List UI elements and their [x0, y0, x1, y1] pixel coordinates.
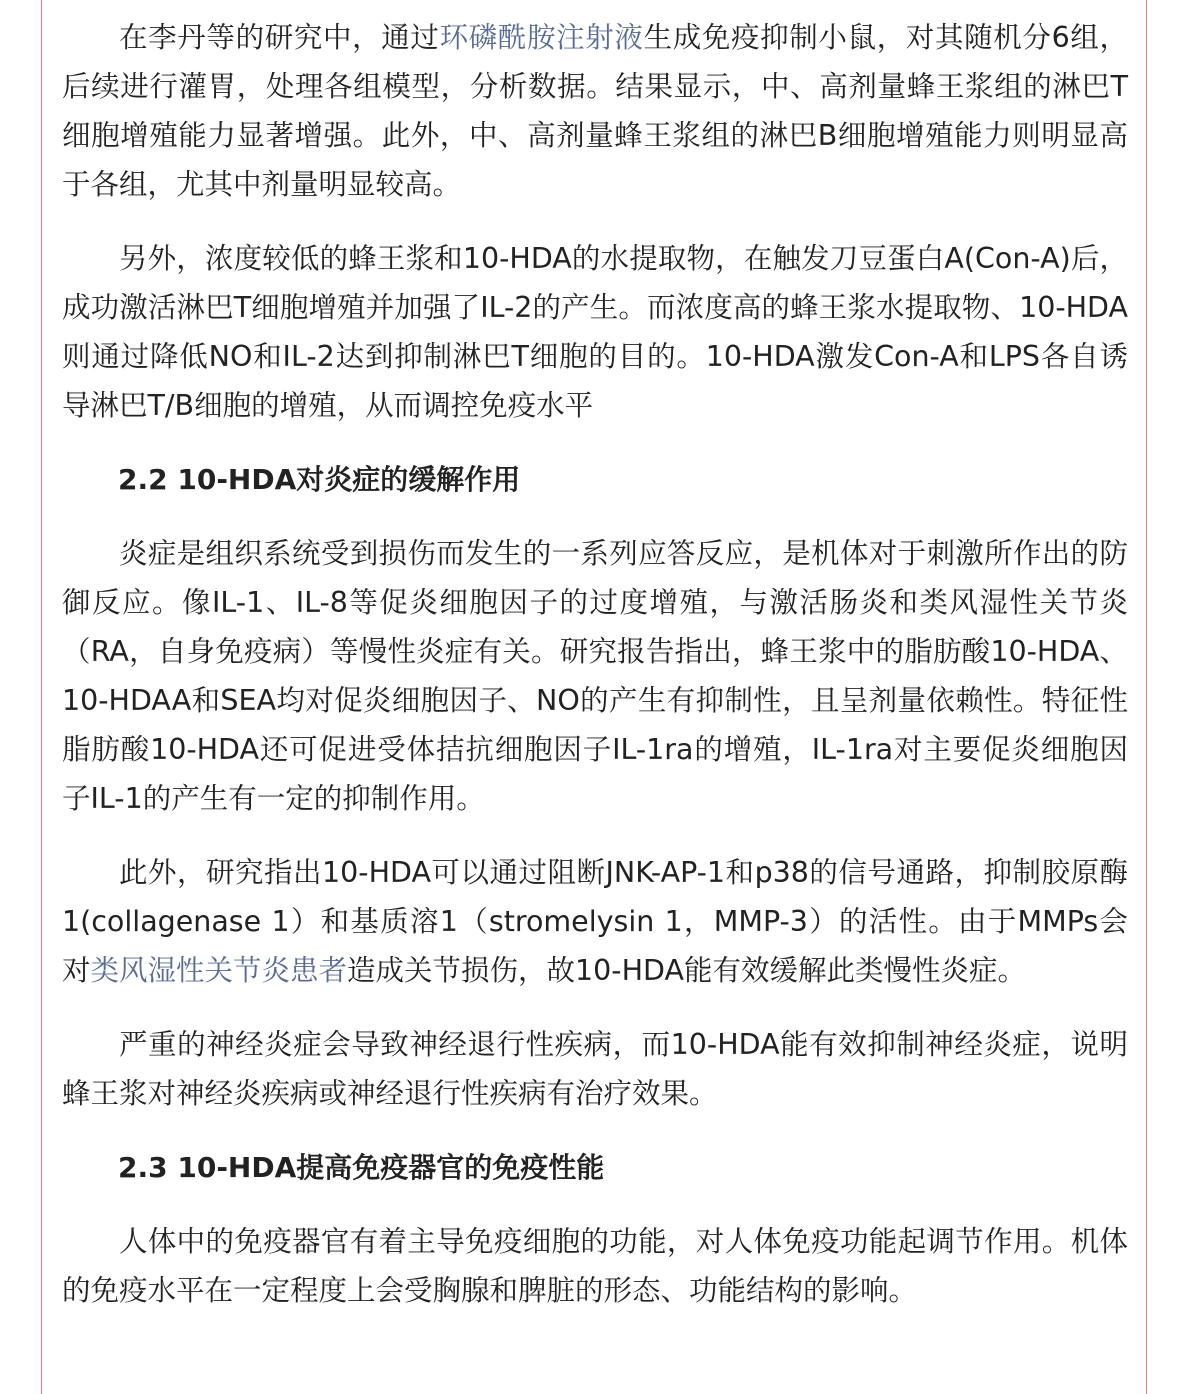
paragraph-5: 严重的神经炎症会导致神经退行性疾病，而10-HDA能有效抑制神经炎症，说明蜂王浆对神经炎疾病或神经退行性疾病有治疗效果。 — [62, 1028, 1128, 1110]
text: 此外，研究指出10-HDA可以通过阻断JNK-AP-1和p38的信号通路，抑制胶原酶1(collagenase 1）和基质溶1（stromelysin 1，MMP-3）的活性。由于MMPs会对 — [62, 856, 1128, 987]
section-heading-2-3: 2.3 10-HDA提高免疫器官的免疫性能 — [118, 1151, 605, 1184]
link-rheumatoid-arthritis[interactable]: 类风湿性关节炎患者 — [90, 954, 348, 987]
text: 在李丹等的研究中，通过 — [119, 21, 440, 54]
paragraph-4 — [62, 848, 1128, 995]
paragraph-3: 炎症是组织系统受到损伤而发生的一系列应答反应，是机体对于刺激所作出的防御反应。像IL-1、IL-8等促炎细胞因子的过度增殖，与激活肠炎和类风湿性关节炎（RA，自身免疫病）等慢性炎症有关。研究报告指出，蜂王浆中的脂肪酸10-HDA、10-HDAA和SEA均对促炎细胞因子、NO的产生有抑制性，且呈剂量依赖性。特征性脂肪酸10-HDA还可促进受体拮抗细胞因子IL-1ra的增殖，IL-1ra对主要促炎细胞因子IL-1的产生有一定的抑制作用。 — [62, 537, 1128, 815]
paragraph-2: 另外，浓度较低的蜂王浆和10-HDA的水提取物，在触发刀豆蛋白A(Con-A)后，成功激活淋巴T细胞增殖并加强了IL-2的产生。而浓度高的蜂王浆水提取物、10-HDA则通过降低NO和IL-2达到抑制淋巴T细胞的目的。10-HDA激发Con-A和LPS各自诱导淋巴T/B细胞的增殖，从而调控免疫水平 — [62, 242, 1128, 422]
paragraph-1 — [62, 13, 1128, 209]
text: 造成关节损伤，故10-HDA能有效缓解此类慢性炎症。 — [347, 954, 1026, 987]
article-body — [62, 13, 1128, 1340]
paragraph-6: 人体中的免疫器官有着主导免疫细胞的功能，对人体免疫功能起调节作用。机体的免疫水平在一定程度上会受胸腺和脾脏的形态、功能结构的影响。 — [62, 1225, 1128, 1307]
section-heading-2-2: 2.2 10-HDA对炎症的缓解作用 — [118, 463, 521, 496]
text: 生成免疫抑制小鼠，对其随机分6组，后续进行灌胃，处理各组模型，分析数据。结果显示，中、高剂量蜂王浆组的淋巴T细胞增殖能力显著增强。此外，中、高剂量蜂王浆组的淋巴B细胞增殖能力则明显高于各组，尤其中剂量明显较高。 — [62, 21, 1128, 201]
link-cyclophosphamide[interactable]: 环磷酰胺注射液 — [439, 21, 644, 54]
